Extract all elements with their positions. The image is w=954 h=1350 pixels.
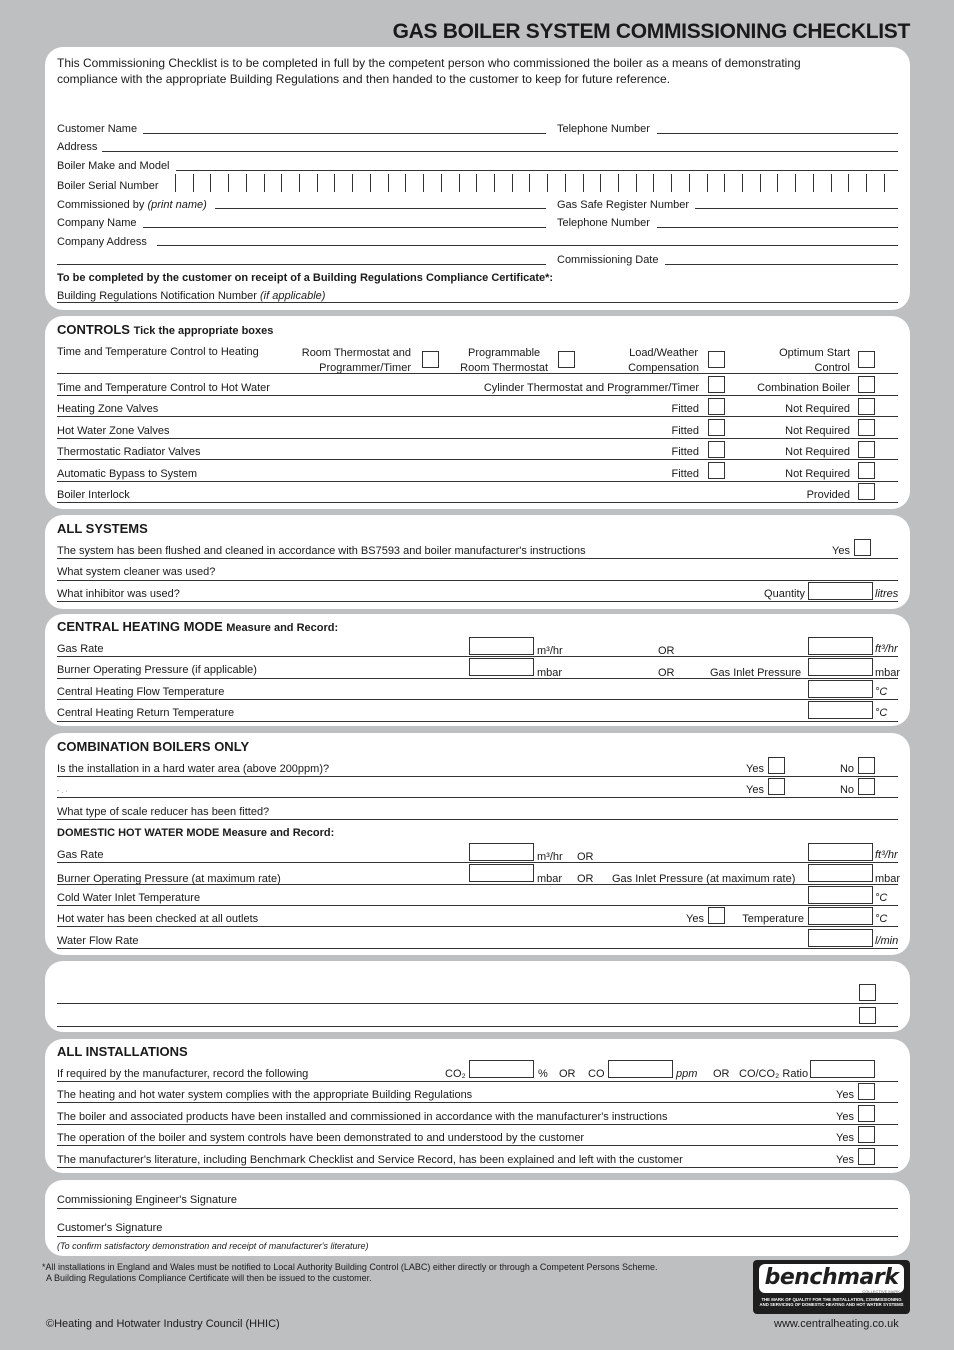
load-weather-checkbox[interactable]: [708, 351, 725, 368]
inhibitor-field[interactable]: [57, 601, 898, 602]
divider: [57, 678, 898, 679]
address-label: Address: [57, 141, 98, 153]
litres-unit: litres: [875, 588, 899, 600]
hot-water-control-label: Time and Temperature Control to Hot Water: [57, 382, 270, 394]
yes-label: Yes: [746, 784, 764, 796]
divider: [57, 502, 898, 503]
divider: [57, 438, 898, 439]
blank-line-2[interactable]: [57, 1026, 898, 1027]
cylinder-thermostat-checkbox[interactable]: [708, 376, 725, 393]
logo-tagline: THE MARK OF QUALITY FOR THE INSTALLATION, COMMISSIONING AND SERVICING OF DOMESTIC HEATING AND HOT WATER SYSTEMS: [759, 1297, 904, 1307]
divider: [57, 797, 898, 798]
combination-boiler-checkbox[interactable]: [858, 376, 875, 393]
divider: [57, 416, 898, 417]
customer-name-label: Customer Name: [57, 123, 138, 135]
scale-no-checkbox[interactable]: [858, 778, 875, 795]
divider: [57, 1124, 898, 1125]
checked-outlets-label: Hot water has been checked at all outlets: [57, 913, 259, 925]
not-required-label: Not Required: [785, 403, 850, 415]
all-installations-heading: ALL INSTALLATIONS: [57, 1044, 188, 1059]
deg-c-unit: °C: [875, 686, 888, 698]
gas-safe-field[interactable]: [695, 208, 898, 209]
flow-temp-input[interactable]: [808, 680, 873, 698]
divider: [57, 459, 898, 460]
telephone-field-2[interactable]: [657, 227, 898, 228]
divider: [57, 558, 898, 559]
co2-label: CO₂: [445, 1068, 466, 1080]
divider: [57, 395, 898, 396]
signature-note: (To confirm satisfactory demonstration and receipt of manufacturer's literature): [57, 1241, 369, 1251]
not-required-label: Not Required: [785, 468, 850, 480]
flow-temp-label: Central Heating Flow Temperature: [57, 686, 225, 698]
complies-label: The heating and hot water system complies with the appropriate Building Regulations: [57, 1089, 473, 1101]
page-title: GAS BOILER SYSTEM COMMISSIONING CHECKLIST: [392, 20, 910, 43]
engineer-signature-label: Commissioning Engineer's Signature: [57, 1194, 238, 1206]
literature-yes-checkbox[interactable]: [858, 1148, 875, 1165]
commissioned-by-field[interactable]: [215, 208, 546, 209]
company-name-label: Company Name: [57, 217, 137, 229]
yes-label: Yes: [836, 1132, 854, 1144]
complies-yes-checkbox[interactable]: [858, 1083, 875, 1100]
bypass-label: Automatic Bypass to System: [57, 468, 197, 480]
intro-line-2: compliance with the appropriate Building Regulations and then handed to the customer to keep for future reference.: [57, 72, 671, 86]
hard-water-label: Is the installation in a hard water area (above 200ppm)?: [57, 763, 330, 775]
logo-mark: COLLECTIVE MARK: [862, 1289, 900, 1294]
divider: [57, 699, 898, 700]
central-heating-heading: CENTRAL HEATING MODE Measure and Record:: [57, 619, 339, 634]
programmable-thermostat-label: Programmable Room Thermostat: [460, 347, 548, 374]
boiler-make-label: Boiler Make and Model: [57, 160, 170, 172]
fitted-label: Fitted: [671, 425, 699, 437]
flushed-label: The system has been flushed and cleaned in accordance with BS7593 and boiler manufacturer's instructions: [57, 545, 586, 557]
bypass-not-required-checkbox[interactable]: [858, 462, 875, 479]
divider: [57, 721, 898, 722]
co-input[interactable]: [608, 1060, 673, 1078]
m3hr-unit: m³/hr: [537, 645, 563, 657]
divider: [57, 656, 898, 657]
divider: [57, 1081, 898, 1082]
yes-label: Yes: [836, 1111, 854, 1123]
commissioning-date-label: Commissioning Date: [557, 254, 659, 266]
cleaner-field[interactable]: [57, 580, 898, 581]
footnote-2: A Building Regulations Compliance Certificate will then be issued to the customer.: [46, 1273, 372, 1283]
dhw-burner-label: Burner Operating Pressure (at maximum rate): [57, 873, 281, 885]
burner-pressure-label: Burner Operating Pressure (if applicable): [57, 664, 257, 676]
quantity-input[interactable]: [808, 582, 873, 600]
dhw-gas-inlet-label: Gas Inlet Pressure (at maximum rate): [612, 873, 796, 885]
cold-inlet-input[interactable]: [808, 886, 873, 904]
ppm-unit: ppm: [676, 1068, 698, 1080]
heating-zone-label: Heating Zone Valves: [57, 403, 159, 415]
blank-checkbox-1[interactable]: [859, 984, 876, 1001]
gas-safe-label: Gas Safe Register Number: [557, 199, 690, 211]
ratio-input[interactable]: [810, 1060, 875, 1078]
hot-water-zone-label: Hot Water Zone Valves: [57, 425, 170, 437]
notification-number-field[interactable]: [57, 302, 898, 303]
m3hr-unit: m³/hr: [537, 851, 563, 863]
divider: [57, 776, 898, 777]
intro-line-1: This Commissioning Checklist is to be completed in full by the competent person who commissioned the boiler as a means of demonstrating: [57, 56, 801, 70]
quantity-label: Quantity: [764, 588, 805, 600]
logo-word: benchmark: [764, 1265, 899, 1290]
ft3hr-unit: ft³/hr: [875, 643, 898, 655]
divider: [57, 481, 898, 482]
lmin-unit: l/min: [875, 935, 899, 947]
divider: [57, 1102, 898, 1103]
percent-unit: %: [538, 1068, 548, 1080]
fitted-label: Fitted: [671, 446, 699, 458]
co2-input[interactable]: [469, 1060, 534, 1078]
ft3hr-unit: ft³/hr: [875, 849, 898, 861]
combination-boiler-label: Combination Boiler: [757, 382, 850, 394]
customer-signature-field[interactable]: [57, 1236, 898, 1237]
trv-label: Thermostatic Radiator Valves: [57, 446, 201, 458]
literature-label: The manufacturer's literature, including Benchmark Checklist and Service Record, has been explained and left with the customer: [57, 1154, 683, 1166]
demonstrated-yes-checkbox[interactable]: [858, 1126, 875, 1143]
optimum-start-label: Optimum Start Control: [779, 347, 850, 374]
heating-zone-not-required-checkbox[interactable]: [858, 398, 875, 415]
flow-rate-input[interactable]: [808, 929, 873, 947]
boiler-serial-field[interactable]: [175, 174, 885, 192]
commissioning-date-field[interactable]: [665, 264, 898, 265]
telephone-field[interactable]: [657, 133, 898, 134]
deg-c-unit: °C: [875, 892, 888, 904]
hard-water-no-checkbox[interactable]: [858, 757, 875, 774]
dhw-heading: DOMESTIC HOT WATER MODE Measure and Record:: [57, 827, 335, 839]
divider: [57, 373, 898, 374]
ratio-label: CO/CO₂ Ratio: [739, 1068, 809, 1080]
scale-reducer-field[interactable]: [57, 819, 898, 820]
return-temp-input[interactable]: [808, 701, 873, 719]
boiler-serial-label: Boiler Serial Number: [57, 180, 159, 192]
row-marks: - . ·: [57, 788, 68, 795]
gas-rate-label: Gas Rate: [57, 643, 104, 655]
programmable-thermostat-checkbox[interactable]: [558, 351, 575, 368]
or-label: OR: [713, 1068, 730, 1080]
divider: [57, 926, 898, 927]
installed-label: The boiler and associated products have been installed and commissioned in accordance with the manufacturer's instructions: [57, 1111, 668, 1123]
combi-heading: COMBINATION BOILERS ONLY: [57, 739, 250, 754]
company-address-field[interactable]: [157, 245, 898, 246]
or-label: OR: [658, 667, 675, 679]
or-label: OR: [658, 645, 675, 657]
record-label: If required by the manufacturer, record the following: [57, 1068, 309, 1080]
provided-label: Provided: [806, 489, 850, 501]
notification-number-label: Building Regulations Notification Number (if applicable): [57, 290, 326, 302]
interlock-provided-checkbox[interactable]: [858, 483, 875, 500]
mbar-unit: mbar: [537, 667, 563, 679]
not-required-label: Not Required: [785, 425, 850, 437]
divider: [57, 884, 898, 885]
checked-outlets-yes-checkbox[interactable]: [708, 907, 725, 924]
telephone-label: Telephone Number: [557, 123, 650, 135]
trv-not-required-checkbox[interactable]: [858, 441, 875, 458]
flow-rate-label: Water Flow Rate: [57, 935, 139, 947]
or-label: OR: [577, 851, 594, 863]
optimum-start-checkbox[interactable]: [858, 351, 875, 368]
hard-water-yes-checkbox[interactable]: [768, 757, 785, 774]
yes-label: Yes: [836, 1154, 854, 1166]
heating-control-label: Time and Temperature Control to Heating: [57, 346, 259, 358]
temperature-label: Temperature: [742, 913, 804, 925]
blank-checkbox-2[interactable]: [859, 1007, 876, 1024]
footnote-1: *All installations in England and Wales must be notified to Local Authority Building Control (LABC) either directly or through a Competent Persons Scheme.: [42, 1262, 658, 1272]
blank-panel: [45, 961, 910, 1032]
not-required-label: Not Required: [785, 446, 850, 458]
load-weather-label: Load/Weather Compensation: [628, 347, 699, 374]
address-field[interactable]: [102, 151, 898, 152]
divider: [57, 905, 898, 906]
benchmark-logo: [753, 1260, 910, 1314]
room-thermostat-checkbox[interactable]: [422, 351, 439, 368]
installed-yes-checkbox[interactable]: [858, 1105, 875, 1122]
cylinder-thermostat-label: Cylinder Thermostat and Programmer/Timer: [483, 382, 699, 394]
mbar-unit: mbar: [875, 873, 901, 885]
inhibitor-label: What inhibitor was used?: [57, 588, 180, 600]
website-link[interactable]: www.centralheating.co.uk: [774, 1318, 899, 1330]
customer-signature-label: Customer's Signature: [57, 1222, 163, 1234]
flushed-yes-checkbox[interactable]: [854, 539, 871, 556]
co-label: CO: [588, 1068, 605, 1080]
dhw-gas-rate-m3-input[interactable]: [469, 843, 534, 861]
telephone-label-2: Telephone Number: [557, 217, 650, 229]
copyright: ©Heating and Hotwater Industry Council (HHIC): [46, 1318, 280, 1330]
customer-name-field[interactable]: [143, 133, 546, 134]
commissioned-by-label: Commissioned by (print name): [57, 199, 207, 211]
no-label: No: [839, 763, 854, 775]
dhw-burner-input[interactable]: [469, 864, 534, 882]
fitted-label: Fitted: [671, 468, 699, 480]
divider: [57, 948, 898, 949]
all-systems-heading: ALL SYSTEMS: [57, 521, 148, 536]
return-temp-label: Central Heating Return Temperature: [57, 707, 235, 719]
divider: [57, 1145, 898, 1146]
engineer-signature-field[interactable]: [57, 1208, 898, 1209]
controls-heading: CONTROLS Tick the appropriate boxes: [57, 322, 274, 337]
room-thermostat-label: Room Thermostat and Programmer/Timer: [301, 347, 411, 374]
bypass-fitted-checkbox[interactable]: [708, 462, 725, 479]
or-label: OR: [577, 873, 594, 885]
yes-label: Yes: [832, 545, 850, 557]
dhw-gas-rate-ft3-input[interactable]: [808, 843, 873, 861]
yes-label: Yes: [746, 763, 764, 775]
scale-yes-checkbox[interactable]: [768, 778, 785, 795]
mbar-unit: mbar: [537, 873, 563, 885]
gas-rate-ft3-input[interactable]: [808, 637, 873, 655]
customer-note: To be completed by the customer on receipt of a Building Regulations Compliance Certificate*:: [57, 272, 554, 284]
trv-fitted-checkbox[interactable]: [708, 441, 725, 458]
interlock-label: Boiler Interlock: [57, 489, 130, 501]
gas-inlet-input[interactable]: [808, 658, 873, 676]
dhw-gas-rate-label: Gas Rate: [57, 849, 104, 861]
divider: [57, 862, 898, 863]
deg-c-unit: °C: [875, 913, 888, 925]
cleaner-label: What system cleaner was used?: [57, 566, 216, 578]
dhw-gas-inlet-input[interactable]: [808, 864, 873, 882]
hot-water-zone-not-required-checkbox[interactable]: [858, 419, 875, 436]
company-address-field-2[interactable]: [57, 264, 546, 265]
fitted-label: Fitted: [671, 403, 699, 415]
yes-label: Yes: [686, 913, 704, 925]
cold-inlet-label: Cold Water Inlet Temperature: [57, 892, 201, 904]
yes-label: Yes: [836, 1089, 854, 1101]
scale-reducer-label: What type of scale reducer has been fitted?: [57, 806, 270, 818]
divider: [57, 1167, 898, 1168]
gas-rate-m3-input[interactable]: [469, 637, 534, 655]
boiler-make-field[interactable]: [176, 170, 898, 171]
blank-line-1[interactable]: [57, 1003, 898, 1004]
gas-inlet-label: Gas Inlet Pressure: [710, 667, 802, 679]
or-label: OR: [559, 1068, 576, 1080]
burner-pressure-input[interactable]: [469, 658, 534, 676]
demonstrated-label: The operation of the boiler and system controls have been demonstrated to and understood by the customer: [57, 1132, 585, 1144]
hot-water-zone-fitted-checkbox[interactable]: [708, 419, 725, 436]
no-label: No: [839, 784, 854, 796]
mbar-unit: mbar: [875, 667, 901, 679]
company-name-field[interactable]: [143, 227, 546, 228]
heating-zone-fitted-checkbox[interactable]: [708, 398, 725, 415]
company-address-label: Company Address: [57, 236, 147, 248]
deg-c-unit: °C: [875, 707, 888, 719]
temperature-input[interactable]: [808, 907, 873, 925]
